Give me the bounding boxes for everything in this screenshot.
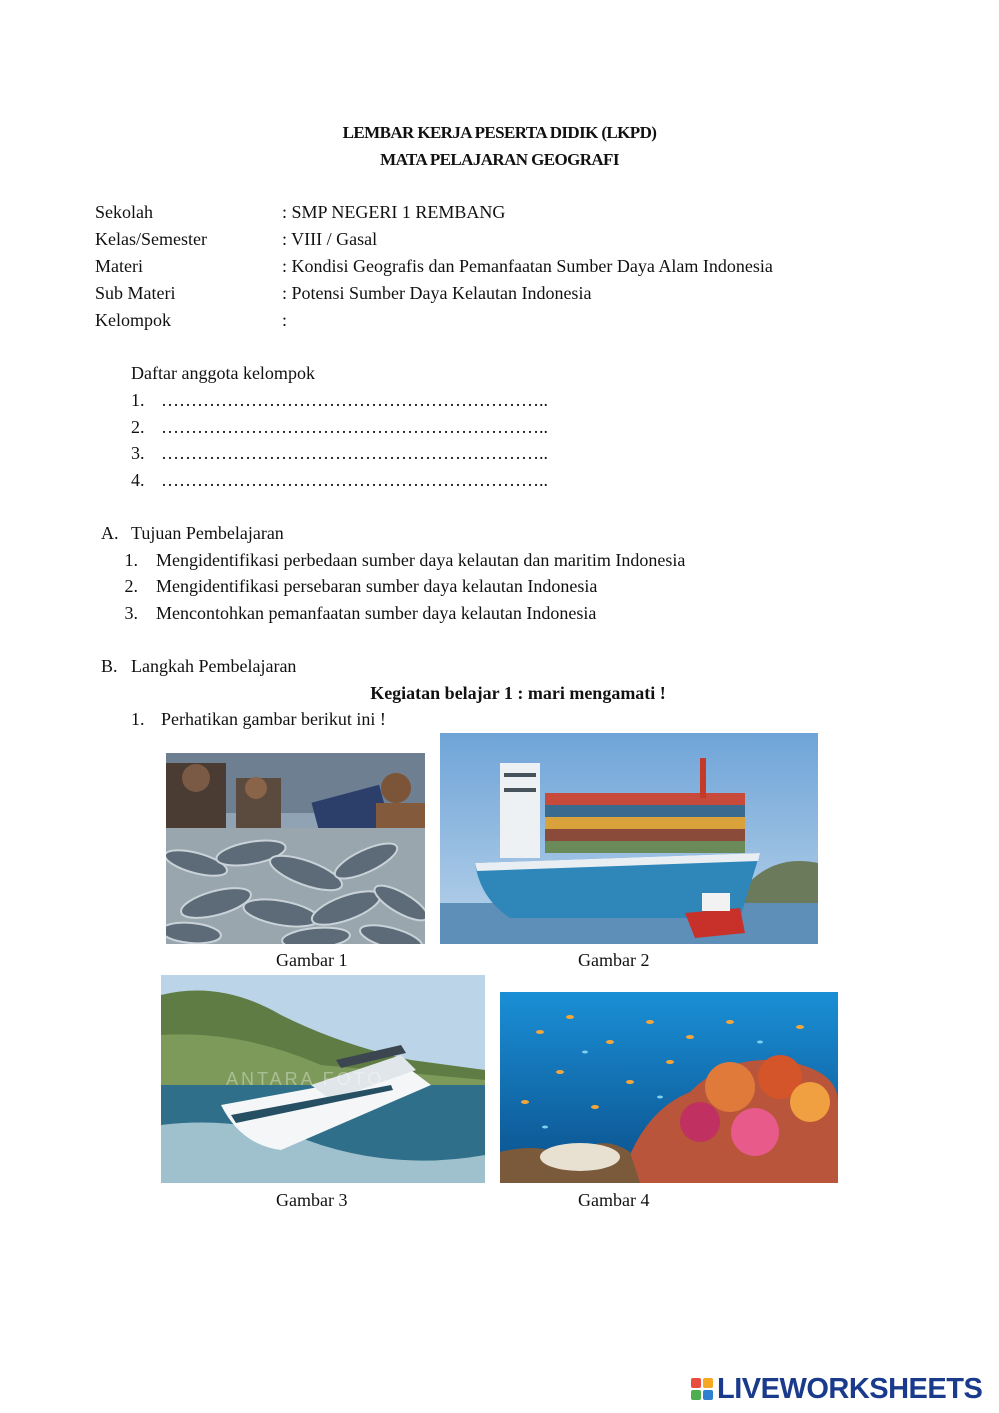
logo-square (691, 1390, 701, 1400)
container-ship-photo (440, 733, 818, 944)
objective-item: Mencontohkan pemanfaatan sumber daya kelautan Indonesia (156, 603, 597, 623)
info-label-kelas: Kelas/Semester (95, 229, 207, 249)
logo-mark-icon (690, 1377, 714, 1401)
activity-heading: Kegiatan belajar 1 : mari mengamati ! (370, 683, 666, 703)
step-number: 1. (131, 709, 145, 729)
liveworksheets-logo[interactable] (690, 1374, 982, 1404)
caption-gambar-1: Gambar 1 (276, 950, 348, 970)
logo-square (691, 1378, 701, 1388)
page-subtitle: MATA PELAJARAN GEOGRAFI (380, 150, 619, 169)
section-b-heading: Langkah Pembelajaran (131, 656, 297, 676)
info-value-kelompok: : (282, 310, 288, 330)
speedboat-photo (161, 975, 485, 1183)
info-value-materi: : Kondisi Geografis dan Pemanfaatan Sumber Daya Alam Indonesia (282, 256, 773, 276)
caption-gambar-3: Gambar 3 (276, 1190, 348, 1210)
logo-square (703, 1390, 713, 1400)
objective-number: 2. (124, 576, 138, 596)
watermark-text: ANTARA FOTO (226, 1069, 385, 1089)
info-value-sub-materi: : Potensi Sumber Daya Kelautan Indonesia (282, 283, 592, 303)
objective-number: 1. (124, 550, 138, 570)
member-number: 1. (131, 390, 145, 410)
coral-reef-photo (500, 992, 838, 1183)
objective-item: Mengidentifikasi perbedaan sumber daya kelautan dan maritim Indonesia (156, 550, 686, 570)
info-label-sekolah: Sekolah (95, 202, 153, 222)
member-line-4[interactable]: ……………………………………………………….. (161, 470, 548, 490)
info-label-sub-materi: Sub Materi (95, 283, 176, 303)
caption-gambar-2: Gambar 2 (578, 950, 650, 970)
info-label-materi: Materi (95, 256, 143, 276)
caption-gambar-4: Gambar 4 (578, 1190, 650, 1210)
objective-number: 3. (124, 603, 138, 623)
info-value-sekolah: : SMP NEGERI 1 REMBANG (282, 202, 506, 222)
member-line-1[interactable]: ……………………………………………………….. (161, 390, 548, 410)
info-value-kelas: : VIII / Gasal (282, 229, 378, 249)
objective-item: Mengidentifikasi persebaran sumber daya kelautan Indonesia (156, 576, 598, 596)
member-line-2[interactable]: ……………………………………………………….. (161, 417, 548, 437)
member-number: 4. (131, 470, 145, 490)
member-line-3[interactable]: ……………………………………………………….. (161, 443, 548, 463)
logo-square (703, 1378, 713, 1388)
members-heading: Daftar anggota kelompok (131, 363, 315, 383)
member-number: 3. (131, 443, 145, 463)
section-a-letter: A. (101, 523, 119, 543)
fish-catch-photo (166, 753, 425, 944)
member-number: 2. (131, 417, 145, 437)
section-b-letter: B. (101, 656, 118, 676)
info-label-kelompok: Kelompok (95, 310, 171, 330)
step-text: Perhatikan gambar berikut ini ! (161, 709, 386, 729)
brand-name: LIVEWORKSHEETS (717, 1372, 983, 1405)
page-title: LEMBAR KERJA PESERTA DIDIK (LKPD) (342, 123, 657, 142)
section-a-heading: Tujuan Pembelajaran (131, 523, 284, 543)
